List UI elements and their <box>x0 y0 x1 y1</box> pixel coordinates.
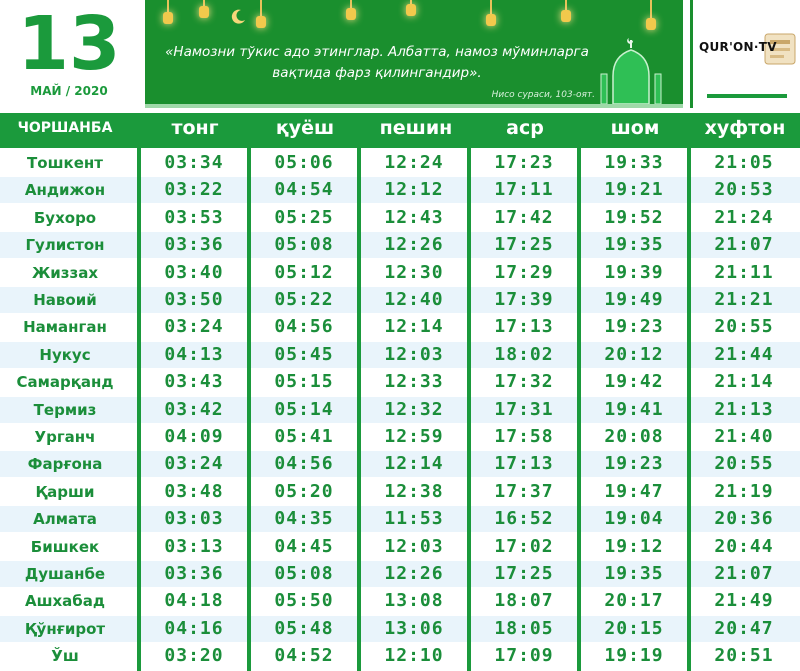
prayer-time-cell: 20:44 <box>714 535 774 557</box>
prayer-time-cell: 21:49 <box>714 590 774 612</box>
prayer-time-cell: 05:06 <box>274 152 334 173</box>
prayer-time-cell: 05:20 <box>274 480 334 502</box>
prayer-time-cell: 03:20 <box>164 645 224 667</box>
prayer-time-cell: 04:16 <box>164 617 224 639</box>
prayer-time-cell: 18:07 <box>494 590 554 612</box>
date-box <box>0 0 138 113</box>
prayer-time-cell: 13:06 <box>384 617 444 639</box>
prayer-time-cell: 05:14 <box>274 398 334 420</box>
prayer-time-cell: 19:21 <box>604 179 664 201</box>
column-header-sunrise: қуёш <box>275 117 335 139</box>
lantern-icon <box>260 0 262 18</box>
prayer-time-cell: 05:12 <box>274 261 334 283</box>
prayer-time-cell: 19:35 <box>604 563 664 584</box>
prayer-time-cell: 19:42 <box>604 371 664 393</box>
prayer-time-cell: 17:42 <box>494 206 554 228</box>
city-name: Душанбе <box>24 565 106 583</box>
prayer-time-cell: 19:41 <box>604 398 664 420</box>
column-divider <box>137 143 141 671</box>
city-name: Ашхабад <box>24 592 106 611</box>
prayer-time-cell: 03:13 <box>164 535 224 557</box>
prayer-time-cell: 19:04 <box>604 508 664 530</box>
table-row <box>0 616 800 642</box>
channel-logo-box <box>690 0 800 108</box>
table-row <box>0 451 800 477</box>
column-divider <box>247 143 251 671</box>
prayer-time-cell: 03:36 <box>164 234 224 256</box>
prayer-time-cell: 17:25 <box>494 563 554 584</box>
column-divider <box>357 143 361 671</box>
prayer-time-cell: 12:26 <box>384 563 444 584</box>
table-row <box>0 205 800 231</box>
prayer-time-cell: 19:35 <box>604 234 664 256</box>
prayer-time-cell: 17:11 <box>494 179 554 201</box>
city-name: Навоий <box>33 291 97 309</box>
prayer-time-cell: 17:29 <box>494 261 554 283</box>
prayer-time-cell: 12:26 <box>384 234 444 256</box>
prayer-time-cell: 03:24 <box>164 316 224 338</box>
city-name: Бухоро <box>33 208 97 227</box>
prayer-time-cell: 20:55 <box>714 316 774 338</box>
table-row <box>0 534 800 560</box>
prayer-time-cell: 05:50 <box>274 590 334 612</box>
prayer-time-cell: 21:05 <box>714 152 774 173</box>
prayer-time-cell: 04:54 <box>274 179 334 201</box>
crescent-moon-icon <box>231 8 247 24</box>
prayer-time-cell: 12:03 <box>384 535 444 557</box>
prayer-time-cell: 17:58 <box>494 426 554 447</box>
lantern-icon <box>410 0 412 6</box>
city-name: Қўнғирот <box>24 619 106 638</box>
prayer-time-cell: 17:32 <box>494 371 554 393</box>
prayer-time-cell: 03:40 <box>164 261 224 283</box>
column-header-isha: хуфтон <box>704 117 786 139</box>
city-name: Тошкент <box>27 154 103 172</box>
city-name: Урганч <box>34 428 96 446</box>
prayer-time-cell: 19:19 <box>604 645 664 667</box>
prayer-time-cell: 04:13 <box>164 343 224 365</box>
prayer-time-cell: 05:25 <box>274 206 334 228</box>
prayer-time-cell: 20:17 <box>604 590 664 612</box>
prayer-time-cell: 03:43 <box>164 371 224 393</box>
prayer-time-cell: 21:24 <box>714 206 774 228</box>
prayer-time-cell: 03:24 <box>164 453 224 475</box>
prayer-time-cell: 05:08 <box>274 563 334 584</box>
prayer-time-cell: 03:34 <box>164 152 224 173</box>
logo-strip-icon <box>707 94 787 98</box>
prayer-time-cell: 04:09 <box>164 426 224 447</box>
city-name: Наманган <box>23 318 107 337</box>
prayer-time-cell: 19:47 <box>604 480 664 502</box>
table-row <box>0 232 800 258</box>
city-name: Жиззах <box>31 263 99 282</box>
table-row <box>0 506 800 532</box>
lantern-icon <box>203 0 205 8</box>
prayer-time-cell: 17:39 <box>494 289 554 310</box>
prayer-time-cell: 12:14 <box>384 316 444 338</box>
prayer-time-cell: 19:23 <box>604 453 664 475</box>
prayer-time-cell: 20:15 <box>604 617 664 639</box>
prayer-time-cell: 12:14 <box>384 453 444 475</box>
prayer-time-cell: 21:07 <box>714 563 774 584</box>
city-name: Термиз <box>33 400 97 419</box>
prayer-time-cell: 12:40 <box>384 289 444 310</box>
column-divider <box>687 143 691 671</box>
table-row <box>0 561 800 587</box>
prayer-time-cell: 04:56 <box>274 316 334 338</box>
prayer-time-cell: 20:47 <box>714 617 774 639</box>
prayer-time-cell: 03:22 <box>164 179 224 201</box>
prayer-time-cell: 03:48 <box>164 480 224 502</box>
prayer-time-cell: 20:53 <box>714 179 774 201</box>
lantern-icon <box>490 0 492 16</box>
table-header <box>0 113 800 143</box>
city-name: Гулистон <box>25 236 105 255</box>
table-row <box>0 397 800 423</box>
table-row <box>0 479 800 505</box>
table-row <box>0 287 800 313</box>
column-header-dhuhr: пешин <box>379 117 453 139</box>
lantern-icon <box>650 0 652 20</box>
prayer-time-cell: 19:39 <box>604 261 664 283</box>
prayer-time-cell: 20:51 <box>714 645 774 667</box>
column-header-asr: аср <box>506 117 544 139</box>
city-name: Нукус <box>39 345 91 364</box>
prayer-time-cell: 03:42 <box>164 398 224 420</box>
prayer-time-cell: 20:55 <box>714 453 774 475</box>
prayer-time-cell: 04:35 <box>274 508 334 530</box>
prayer-time-cell: 12:43 <box>384 206 444 228</box>
city-name: Самарқанд <box>16 373 114 392</box>
column-header-fajr: тонг <box>171 117 219 139</box>
header-underline <box>0 143 800 148</box>
prayer-time-cell: 18:02 <box>494 343 554 365</box>
city-name: Қарши <box>35 482 95 501</box>
prayer-time-cell: 19:52 <box>604 206 664 228</box>
prayer-time-cell: 17:31 <box>494 398 554 420</box>
prayer-time-cell: 04:18 <box>164 590 224 612</box>
table-row <box>0 150 800 176</box>
prayer-time-cell: 12:12 <box>384 179 444 201</box>
prayer-time-cell: 21:13 <box>714 398 774 420</box>
table-row <box>0 260 800 286</box>
prayer-time-cell: 19:23 <box>604 316 664 338</box>
column-header-maghrib: шом <box>610 117 660 139</box>
table-row <box>0 342 800 368</box>
prayer-time-cell: 12:03 <box>384 343 444 365</box>
prayer-time-cell: 03:03 <box>164 508 224 530</box>
prayer-time-cell: 12:59 <box>384 426 444 447</box>
quote-text: «Намозни тўкис адо этинглар. Албатта, намоз мўминларга вақтида фарз қилингандир». <box>165 44 589 81</box>
table-row <box>0 314 800 340</box>
header-banner <box>0 0 800 113</box>
prayer-time-cell: 17:37 <box>494 480 554 502</box>
prayer-time-cell: 20:12 <box>604 343 664 365</box>
city-name: Ўш <box>51 647 79 666</box>
date-day: 13 <box>17 1 121 87</box>
prayer-time-cell: 11:53 <box>384 508 444 530</box>
prayer-time-cell: 20:08 <box>604 426 664 447</box>
prayer-time-cell: 20:36 <box>714 508 774 530</box>
channel-logo-text: QUR'ON·TV <box>699 40 777 54</box>
prayer-time-cell: 04:52 <box>274 645 334 667</box>
prayer-time-cell: 19:49 <box>604 289 664 310</box>
prayer-time-cell: 18:05 <box>494 617 554 639</box>
prayer-time-cell: 12:33 <box>384 371 444 393</box>
prayer-time-cell: 13:08 <box>384 590 444 612</box>
prayer-time-cell: 04:56 <box>274 453 334 475</box>
table-row <box>0 369 800 395</box>
column-divider <box>577 143 581 671</box>
quote-banner <box>145 0 683 108</box>
prayer-time-cell: 21:11 <box>714 261 774 283</box>
day-of-week-label: ЧОРШАНБА <box>17 120 113 136</box>
table-row <box>0 424 800 450</box>
prayer-times-table <box>0 113 800 671</box>
prayer-time-cell: 16:52 <box>494 508 554 530</box>
prayer-time-cell: 12:24 <box>384 152 444 173</box>
prayer-time-cell: 12:38 <box>384 480 444 502</box>
prayer-time-cell: 03:36 <box>164 563 224 584</box>
prayer-time-cell: 04:45 <box>274 535 334 557</box>
table-row <box>0 588 800 614</box>
lantern-icon <box>350 0 352 10</box>
prayer-time-cell: 17:02 <box>494 535 554 557</box>
quote-source: Нисо сураси, 103-оят. <box>491 90 595 100</box>
lantern-icon <box>167 0 169 14</box>
table-row <box>0 177 800 203</box>
prayer-time-cell: 21:44 <box>714 343 774 365</box>
prayer-time-cell: 21:40 <box>714 426 774 447</box>
city-name: Андижон <box>24 181 106 200</box>
prayer-time-cell: 21:14 <box>714 371 774 393</box>
prayer-time-cell: 05:15 <box>274 371 334 393</box>
prayer-time-cell: 17:23 <box>494 152 554 173</box>
mosque-icon <box>599 34 663 104</box>
prayer-time-cell: 12:30 <box>384 261 444 283</box>
prayer-time-cell: 21:07 <box>714 234 774 256</box>
prayer-time-cell: 17:09 <box>494 645 554 667</box>
prayer-time-cell: 19:33 <box>604 152 664 173</box>
prayer-time-cell: 21:21 <box>714 289 774 310</box>
table-row <box>0 643 800 669</box>
lantern-icon <box>565 0 567 12</box>
prayer-time-cell: 05:08 <box>274 234 334 256</box>
prayer-time-cell: 03:50 <box>164 289 224 310</box>
city-name: Фарғона <box>27 455 103 474</box>
prayer-time-cell: 21:19 <box>714 480 774 502</box>
prayer-time-cell: 05:45 <box>274 343 334 365</box>
date-month-year: МАЙ / 2020 <box>30 84 108 98</box>
prayer-time-cell: 19:12 <box>604 535 664 557</box>
prayer-time-cell: 05:41 <box>274 426 334 447</box>
column-divider <box>467 143 471 671</box>
prayer-time-cell: 12:10 <box>384 645 444 667</box>
prayer-time-cell: 17:25 <box>494 234 554 256</box>
prayer-time-cell: 17:13 <box>494 453 554 475</box>
prayer-time-cell: 03:53 <box>164 206 224 228</box>
city-name: Алмата <box>33 510 97 529</box>
prayer-time-cell: 12:32 <box>384 398 444 420</box>
prayer-time-cell: 05:48 <box>274 617 334 639</box>
prayer-time-cell: 05:22 <box>274 289 334 310</box>
city-name: Бишкек <box>30 537 100 556</box>
prayer-time-cell: 17:13 <box>494 316 554 338</box>
